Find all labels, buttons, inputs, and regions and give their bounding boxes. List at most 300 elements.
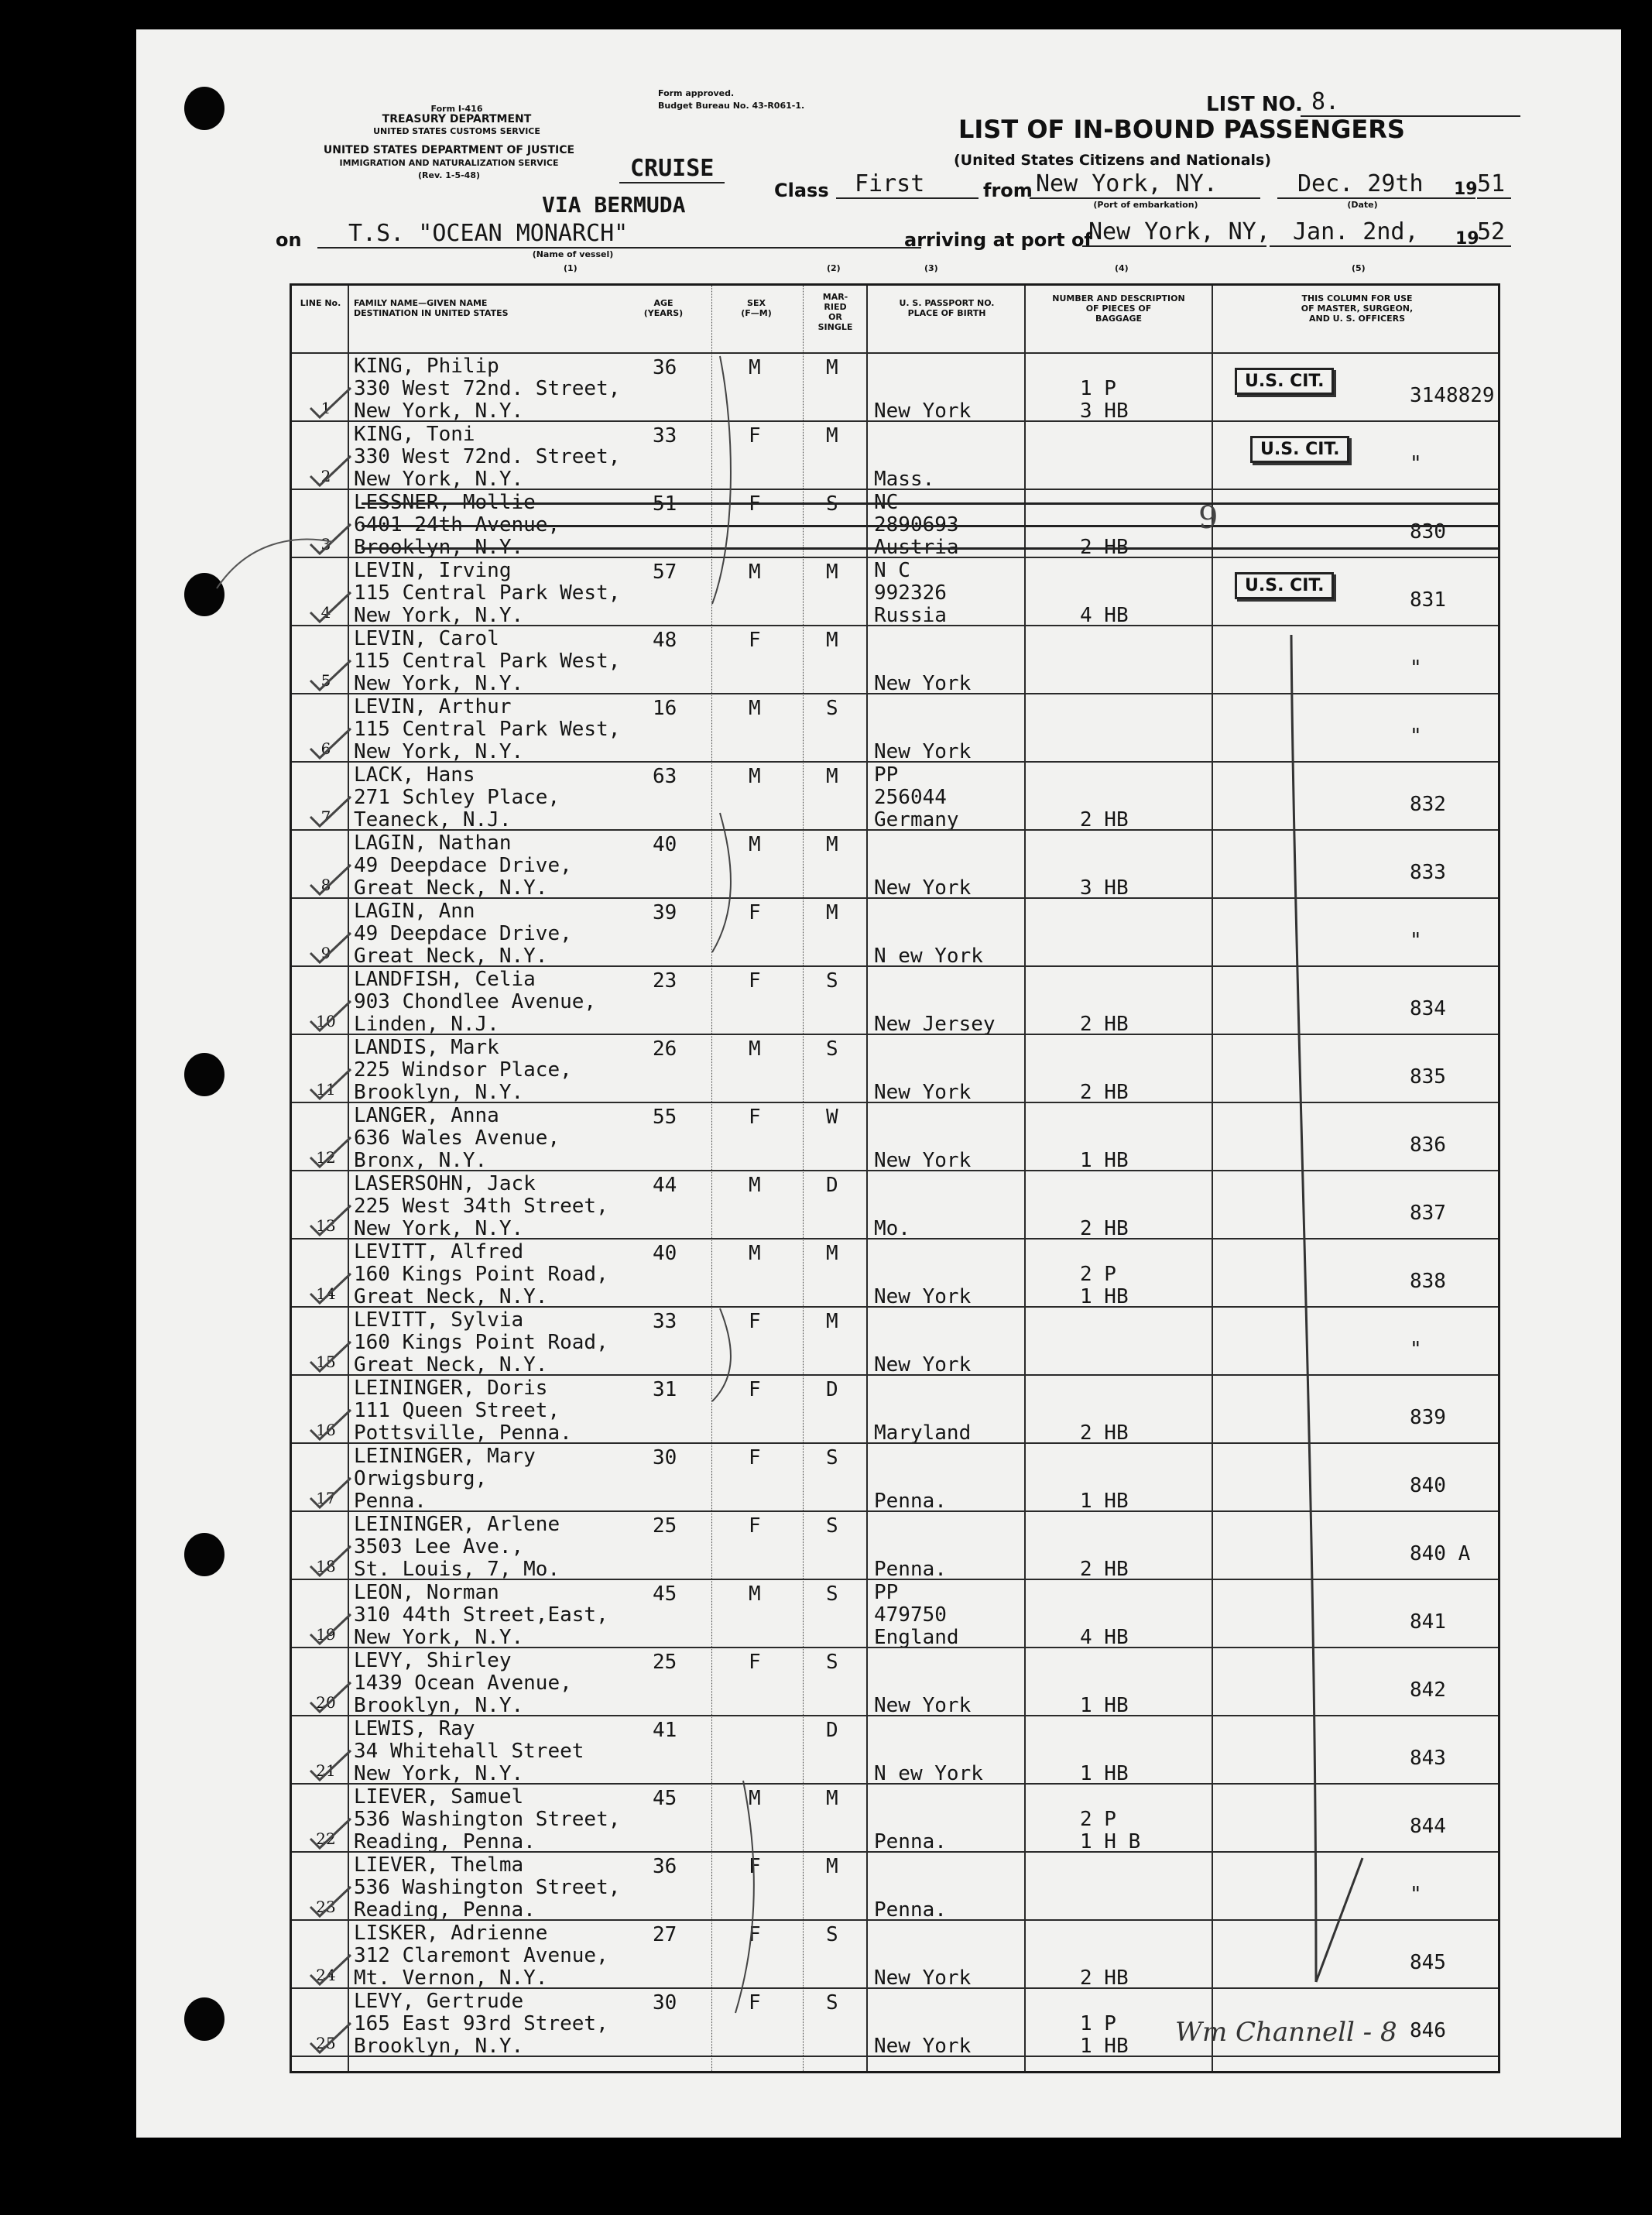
sex: F (749, 424, 761, 447)
line-number: 19 (316, 1625, 336, 1644)
address-line-1: 536 Washington Street, (354, 1876, 621, 1899)
line-number: 9 (320, 944, 331, 962)
officer-note: 834 (1410, 997, 1446, 1020)
on-label: on (276, 229, 302, 251)
marital-status: S (826, 697, 838, 720)
line-number: 1 (320, 399, 331, 417)
place-of-birth: New York (874, 399, 972, 423)
age: 40 (653, 833, 677, 856)
officer-note: " (1410, 725, 1422, 748)
age: 33 (653, 424, 677, 447)
address-line-2: Reading, Penna. (354, 1830, 536, 1853)
cruise-label: CRUISE (619, 155, 725, 183)
class-label: Class (774, 180, 829, 201)
col-num-5: (5) (1352, 263, 1366, 273)
sex: F (749, 1446, 761, 1469)
line-number: 22 (316, 1829, 336, 1848)
marital-status: S (826, 1651, 838, 1674)
address-line-2: Mt. Vernon, N.Y. (354, 1966, 548, 1990)
baggage-line-2: 2 HB (1080, 1966, 1129, 1990)
sex: M (749, 561, 761, 584)
marital-status: M (826, 833, 838, 856)
line-number: 14 (316, 1284, 336, 1303)
arrival-date: Jan. 2nd, (1270, 218, 1477, 247)
age: 31 (653, 1378, 677, 1401)
place-of-birth: Maryland (874, 1421, 972, 1445)
passenger-name: LEININGER, Mary (354, 1445, 536, 1468)
marital-status: M (826, 1787, 838, 1810)
baggage-line-2: 1 HB (1080, 1149, 1129, 1172)
sex: F (749, 1855, 761, 1878)
officer-note: 841 (1410, 1610, 1446, 1634)
arriving-label: arriving at port of (904, 229, 1092, 251)
line-number: 24 (316, 1966, 336, 1984)
form-number: Form I-416 (430, 104, 483, 114)
officer-note: 832 (1410, 793, 1446, 816)
address-line-2: Great Neck, N.Y. (354, 1285, 548, 1308)
sex: M (749, 1242, 761, 1265)
baggage-line-1: 2 P (1080, 1263, 1116, 1286)
address-line-1: 225 West 34th Street, (354, 1195, 608, 1218)
baggage-line-2: 1 HB (1080, 1490, 1129, 1513)
place-of-birth: Mass. (874, 468, 935, 491)
baggage-line-2: 2 HB (1080, 808, 1129, 831)
line-number: 8 (320, 876, 331, 894)
baggage-line-2: 2 HB (1080, 1013, 1129, 1036)
age: 39 (653, 901, 677, 924)
col-num-2: (2) (827, 263, 841, 273)
baggage-line-1: 1 P (1080, 377, 1116, 400)
place-of-birth: New York (874, 1966, 972, 1990)
passport-line-2: 992326 (874, 581, 947, 605)
address-line-1: 111 Queen Street, (354, 1399, 560, 1422)
revision: (Rev. 1-5-48) (417, 170, 480, 180)
officer-note: 843 (1410, 1747, 1446, 1770)
sex: M (749, 1787, 761, 1810)
header-name: FAMILY NAME—GIVEN NAME DESTINATION IN UNITED STATES (354, 298, 509, 318)
place-of-birth: Penna. (874, 1558, 947, 1581)
us-citizen-stamp: U.S. CIT. (1235, 368, 1334, 395)
col-num-1: (1) (564, 263, 578, 273)
sex: M (749, 765, 761, 788)
passenger-name: LEON, Norman (354, 1581, 499, 1604)
officer-note: 845 (1410, 1951, 1446, 1974)
address-line-2: Brooklyn, N.Y. (354, 1694, 524, 1717)
age: 27 (653, 1923, 677, 1946)
passenger-name: LACK, Hans (354, 763, 475, 787)
passenger-name: LEVITT, Sylvia (354, 1308, 524, 1332)
marital-status: S (826, 1991, 838, 2014)
line-number: 16 (316, 1421, 336, 1439)
marital-status: M (826, 356, 838, 379)
passenger-name: LANDIS, Mark (354, 1036, 499, 1059)
arrival-port: New York, NY, (1082, 218, 1266, 247)
passport-line-2: 479750 (874, 1603, 947, 1627)
officer-note: 831 (1410, 588, 1446, 612)
address-line-2: New York, N.Y. (354, 672, 524, 695)
address-line-2: Bronx, N.Y. (354, 1149, 488, 1172)
age: 23 (653, 969, 677, 993)
line-number: 20 (316, 1693, 336, 1712)
address-line-1: 34 Whitehall Street (354, 1740, 584, 1763)
officer-note: 844 (1410, 1815, 1446, 1838)
address-line-1: 165 East 93rd Street, (354, 2012, 608, 2035)
address-line-2: Brooklyn, N.Y. (354, 2035, 524, 2058)
marital-status: S (826, 1923, 838, 1946)
passenger-name: LEVIN, Arthur (354, 695, 512, 718)
address-line-2: Pottsville, Penna. (354, 1421, 572, 1445)
sex: M (749, 1174, 761, 1197)
header-age: AGE (YEARS) (643, 298, 684, 318)
sex: M (749, 833, 761, 856)
address-line-1: 225 Windsor Place, (354, 1058, 572, 1082)
officer-note: " (1410, 452, 1422, 475)
passenger-name: LIEVER, Thelma (354, 1853, 524, 1877)
address-line-2: New York, N.Y. (354, 399, 524, 423)
line-number: 21 (316, 1761, 336, 1780)
line-number: 25 (316, 2034, 336, 2052)
age: 41 (653, 1719, 677, 1742)
arrival-year: 52 (1477, 218, 1511, 247)
baggage-line-2: 1 HB (1080, 1285, 1129, 1308)
line-number: 23 (316, 1898, 336, 1916)
baggage-line-2: 3 HB (1080, 876, 1129, 900)
place-of-birth: New York (874, 740, 972, 763)
place-of-birth: Austria (874, 536, 959, 559)
address-line-2: Great Neck, N.Y. (354, 945, 548, 968)
address-line-2: New York, N.Y. (354, 1217, 524, 1240)
place-of-birth: New York (874, 1081, 972, 1104)
header-baggage: NUMBER AND DESCRIPTION OF PIECES OF BAGGAGE (1052, 293, 1185, 324)
place-of-birth: New York (874, 1285, 972, 1308)
sex: F (749, 1991, 761, 2014)
age: 51 (653, 492, 677, 516)
address-line-2: New York, N.Y. (354, 1626, 524, 1649)
age: 44 (653, 1174, 677, 1197)
age: 25 (653, 1651, 677, 1674)
marital-status: M (826, 901, 838, 924)
passenger-name: LEVY, Shirley (354, 1649, 512, 1672)
baggage-line-2: 1 HB (1080, 1762, 1129, 1785)
sex: F (749, 1923, 761, 1946)
address-line-1: 271 Schley Place, (354, 786, 560, 809)
passport-line-2: 2890693 (874, 513, 959, 537)
line-number: 13 (316, 1216, 336, 1235)
address-line-2: Penna. (354, 1490, 427, 1513)
passenger-name: LAGIN, Nathan (354, 831, 512, 855)
line-number: 17 (316, 1489, 336, 1507)
marital-status: W (826, 1106, 838, 1129)
from-label: from (983, 180, 1033, 201)
officer-note: " (1410, 1338, 1422, 1361)
marital-status: M (826, 1242, 838, 1265)
sex: F (749, 1514, 761, 1538)
marital-status: S (826, 969, 838, 993)
us-citizen-stamp: U.S. CIT. (1250, 436, 1349, 463)
address-line-1: 330 West 72nd. Street, (354, 377, 621, 400)
list-title: LIST OF IN-BOUND PASSENGERS (958, 115, 1405, 144)
place-of-birth: Penna. (874, 1490, 947, 1513)
departure-date: Dec. 29th (1277, 170, 1475, 199)
line-number: 6 (320, 739, 331, 758)
year-prefix: 19 (1454, 180, 1478, 199)
address-line-1: 3503 Lee Ave., (354, 1535, 524, 1558)
officer-note: 838 (1410, 1270, 1446, 1293)
sex: F (749, 969, 761, 993)
sex: F (749, 1378, 761, 1401)
sex: F (749, 492, 761, 516)
age: 36 (653, 356, 677, 379)
marital-status: S (826, 1514, 838, 1538)
address-line-2: New York, N.Y. (354, 468, 524, 491)
col-num-4: (4) (1115, 263, 1129, 273)
address-line-1: 536 Washington Street, (354, 1808, 621, 1831)
passenger-name: LEININGER, Arlene (354, 1513, 560, 1536)
officer-note: " (1410, 1883, 1422, 1906)
marital-status: S (826, 1037, 838, 1061)
address-line-1: 115 Central Park West, (354, 718, 621, 741)
port-embarkation: New York, NY. (1030, 170, 1260, 199)
address-line-2: New York, N.Y. (354, 604, 524, 627)
ins-service: IMMIGRATION AND NATURALIZATION SERVICE (339, 158, 559, 168)
passport-line-2: 256044 (874, 786, 947, 809)
passenger-name: LEVY, Gertrude (354, 1990, 524, 2013)
place-of-birth: New York (874, 672, 972, 695)
place-of-birth: New York (874, 1149, 972, 1172)
officer-note: 836 (1410, 1133, 1446, 1157)
address-line-2: Reading, Penna. (354, 1898, 536, 1922)
baggage-line-1: 1 P (1080, 2012, 1116, 2035)
baggage-line-2: 1 HB (1080, 2035, 1129, 2058)
address-line-2: Brooklyn, N.Y. (354, 536, 524, 559)
passenger-name: LASERSOHN, Jack (354, 1172, 536, 1195)
list-number: 8. (1301, 88, 1520, 117)
place-of-birth: New York (874, 876, 972, 900)
baggage-line-1: 2 P (1080, 1808, 1116, 1831)
officer-signature: Wm Channell - 8 (1175, 2017, 1397, 2048)
age: 33 (653, 1310, 677, 1333)
officer-note: 830 (1410, 520, 1446, 543)
baggage-line-2: 1 HB (1080, 1694, 1129, 1717)
officer-note: 846 (1410, 2019, 1446, 2042)
baggage-line-2: 2 HB (1080, 536, 1129, 559)
line-number: 5 (320, 671, 331, 690)
baggage-line-2: 2 HB (1080, 1421, 1129, 1445)
place-of-birth: England (874, 1626, 959, 1649)
address-line-1: 903 Chondlee Avenue, (354, 990, 597, 1013)
place-of-birth: Mo. (874, 1217, 910, 1240)
year-prefix: 19 (1455, 229, 1479, 249)
vessel-caption: (Name of vessel) (532, 249, 614, 259)
address-line-2: New York, N.Y. (354, 1762, 524, 1785)
header-married: MAR- RIED OR SINGLE (817, 292, 853, 332)
officer-note: 840 A (1410, 1542, 1471, 1565)
sex: F (749, 1106, 761, 1129)
passenger-name: LAGIN, Ann (354, 900, 475, 923)
passenger-name: LISKER, Adrienne (354, 1922, 548, 1945)
place-of-birth: N ew York (874, 1762, 983, 1785)
address-line-1: 115 Central Park West, (354, 650, 621, 673)
address-line-1: 1439 Ocean Avenue, (354, 1672, 572, 1695)
place-of-birth: New York (874, 2035, 972, 2058)
officer-note: 835 (1410, 1065, 1446, 1089)
treasury-dept: TREASURY DEPARTMENT (382, 113, 532, 125)
line-number: 10 (316, 1012, 336, 1030)
marital-status: S (826, 492, 838, 516)
sex: M (749, 1582, 761, 1606)
header-line-no: LINE No. (300, 298, 341, 308)
line-number: 11 (316, 1080, 336, 1099)
address-line-1: 636 Wales Avenue, (354, 1126, 560, 1150)
class-value: First (836, 170, 979, 199)
sex: M (749, 697, 761, 720)
marital-status: D (826, 1719, 838, 1742)
age: 45 (653, 1582, 677, 1606)
line-number: 15 (316, 1353, 336, 1371)
marital-status: S (826, 1582, 838, 1606)
header-passport: U. S. PASSPORT NO. PLACE OF BIRTH (899, 298, 995, 318)
passport-line-1: PP (874, 763, 899, 787)
place-of-birth: Russia (874, 604, 947, 627)
address-line-2: Great Neck, N.Y. (354, 876, 548, 900)
age: 30 (653, 1991, 677, 2014)
address-line-1: 312 Claremont Avenue, (354, 1944, 608, 1967)
age: 36 (653, 1855, 677, 1878)
marital-status: M (826, 424, 838, 447)
sex: F (749, 629, 761, 652)
passenger-name: LEININGER, Doris (354, 1377, 548, 1400)
age: 25 (653, 1514, 677, 1538)
budget-bureau: Budget Bureau No. 43-R061-1. (658, 101, 805, 111)
address-line-1: 49 Deepdace Drive, (354, 922, 572, 945)
line-number: 3 (320, 535, 331, 554)
passenger-name: LEWIS, Ray (354, 1717, 475, 1740)
age: 57 (653, 561, 677, 584)
passenger-name: LIEVER, Samuel (354, 1785, 524, 1809)
marital-status: M (826, 1310, 838, 1333)
departure-year: 51 (1477, 170, 1511, 199)
officer-note: 3148829 (1410, 384, 1495, 407)
date-caption: (Date) (1347, 200, 1378, 210)
officer-note: 839 (1410, 1406, 1446, 1429)
sex: M (749, 1037, 761, 1061)
baggage-line-2: 4 HB (1080, 604, 1129, 627)
place-of-birth: New York (874, 1353, 972, 1377)
line-number: 7 (320, 807, 331, 826)
marital-status: M (826, 1855, 838, 1878)
officer-note: 833 (1410, 861, 1446, 884)
marital-status: M (826, 765, 838, 788)
age: 63 (653, 765, 677, 788)
sex: F (749, 1310, 761, 1333)
place-of-birth: Penna. (874, 1898, 947, 1922)
place-of-birth: New Jersey (874, 1013, 996, 1036)
passport-line-1: N C (874, 559, 910, 582)
officer-note: " (1410, 929, 1422, 952)
line-number: 4 (320, 603, 331, 622)
passenger-name: KING, Toni (354, 423, 475, 446)
passport-line-1: PP (874, 1581, 899, 1604)
passenger-name: KING, Philip (354, 355, 499, 378)
age: 16 (653, 697, 677, 720)
age: 48 (653, 629, 677, 652)
age: 30 (653, 1446, 677, 1469)
marital-status: S (826, 1446, 838, 1469)
age: 26 (653, 1037, 677, 1061)
address-line-2: Teaneck, N.J. (354, 808, 512, 831)
us-citizen-stamp: U.S. CIT. (1235, 572, 1334, 599)
sex: F (749, 901, 761, 924)
place-of-birth: N ew York (874, 945, 983, 968)
passport-line-1: NC (874, 491, 899, 514)
place-of-birth: Penna. (874, 1830, 947, 1853)
customs-service: UNITED STATES CUSTOMS SERVICE (373, 126, 540, 136)
marital-status: D (826, 1174, 838, 1197)
line-number: 18 (316, 1557, 336, 1576)
vessel-name: T.S. "OCEAN MONARCH" (317, 220, 921, 249)
baggage-line-2: 4 HB (1080, 1626, 1129, 1649)
baggage-line-2: 3 HB (1080, 399, 1129, 423)
sex: M (749, 356, 761, 379)
address-line-1: 49 Deepdace Drive, (354, 854, 572, 877)
list-subtitle: (United States Citizens and Nationals) (954, 152, 1272, 169)
address-line-2: New York, N.Y. (354, 740, 524, 763)
address-line-2: Brooklyn, N.Y. (354, 1081, 524, 1104)
port-embarkation-caption: (Port of embarkation) (1093, 200, 1198, 210)
baggage-line-2: 1 H B (1080, 1830, 1141, 1853)
age: 45 (653, 1787, 677, 1810)
col-num-3: (3) (924, 263, 938, 273)
line-number: 2 (320, 467, 331, 485)
passenger-name: LEVITT, Alfred (354, 1240, 524, 1264)
form-approved: Form approved. (658, 88, 735, 98)
officer-note: " (1410, 657, 1422, 680)
age: 40 (653, 1242, 677, 1265)
baggage-line-2: 2 HB (1080, 1558, 1129, 1581)
passenger-name: LEVIN, Carol (354, 627, 499, 650)
passenger-name: LANDFISH, Celia (354, 968, 536, 991)
marital-status: D (826, 1378, 838, 1401)
justice-dept: UNITED STATES DEPARTMENT OF JUSTICE (323, 144, 575, 156)
address-line-1: 310 44th Street,East, (354, 1603, 608, 1627)
officer-note: 842 (1410, 1678, 1446, 1702)
list-no-label: LIST NO. (1206, 93, 1303, 116)
place-of-birth: Germany (874, 808, 959, 831)
address-line-1: 160 Kings Point Road, (354, 1331, 608, 1354)
passenger-name: LESSNER, Mollie (354, 491, 536, 514)
place-of-birth: New York (874, 1694, 972, 1717)
baggage-line-2: 2 HB (1080, 1081, 1129, 1104)
struck-stamp: 9 (1198, 500, 1225, 536)
address-line-2: Linden, N.J. (354, 1013, 499, 1036)
officer-note: 840 (1410, 1474, 1446, 1497)
marital-status: M (826, 561, 838, 584)
passenger-name: LEVIN, Irving (354, 559, 512, 582)
officer-note: 837 (1410, 1202, 1446, 1225)
header-sex: SEX (F—M) (741, 298, 772, 318)
address-line-2: St. Louis, 7, Mo. (354, 1558, 560, 1581)
baggage-line-2: 2 HB (1080, 1217, 1129, 1240)
line-number: 12 (316, 1148, 336, 1167)
address-line-2: Great Neck, N.Y. (354, 1353, 548, 1377)
address-line-1: Orwigsburg, (354, 1467, 488, 1490)
marital-status: M (826, 629, 838, 652)
address-line-1: 6401 24th Avenue, (354, 513, 560, 537)
sex: F (749, 1651, 761, 1674)
address-line-1: 330 West 72nd. Street, (354, 445, 621, 468)
via-bermuda: VIA BERMUDA (542, 192, 686, 218)
age: 55 (653, 1106, 677, 1129)
